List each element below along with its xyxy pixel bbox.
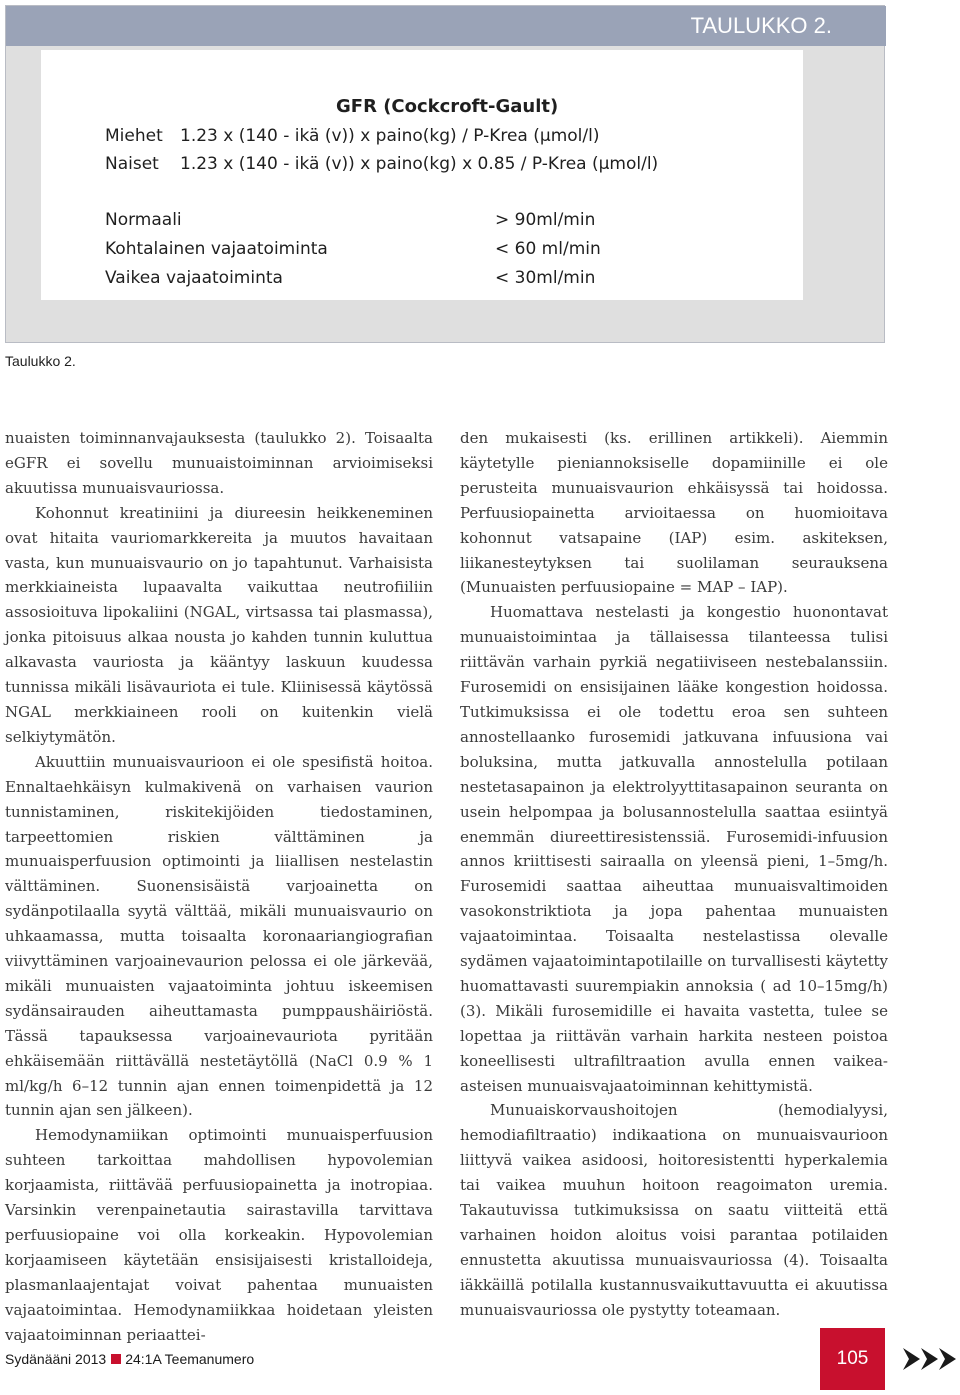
- gfr-table: [5, 5, 885, 343]
- square-bullet-icon: [111, 1354, 121, 1364]
- paragraph: Munuaiskorvaushoitojen (hemodialyysi, hemodiafiltraatio) indikaationa on munuaisvaurioon liittyvä vaikea asidoosi, hoitoresistentti hyperkalemia tai vaikea muuhun hoitoon reagoimaton uremia. Takautuvissa tutkimuksissa on saatu viitteitä että varhainen hoidon aloitus voisi parantaa potilaiden ennustetta akuutissa munuaisvauriossa (4). Toisaalta iäkkäillä potilalla kustannusvaikuttavuutta ei akuutissa munuaisvauriossa ole pystytty toteamaan.: [460, 1101, 888, 1319]
- paragraph: Huomattava nestelasti ja kongestio huonontavat munuaistoimintaa ja tällaisessa tilanteessa tulisi riittävän varhain pyrkiä negatiiviseen nestebalanssiin. Furosemidi on ensisijainen lääke kongestion hoidossa. Tutkimuksissa ei ole todettu eroa sen suhteen annostellaanko furosemidi jatkuvana infuusiona vai boluksina, mutta jatkuvalla annostelulla potilaan nestetasapainon ja elektrolyyttitasapainon seuranta on usein helpompaa ja bolusannostelulla saattaa esiintyä enemmän diureettiresistenssiä. Furosemidi-infuusion annos kriittisesti sairaalla on yleensä pieni, 1–5mg/h. Furosemidi saattaa aiheuttaa munuaisvaltimoiden vasokonstriktiota ja jopa pahentaa munuaisten vajaatoimintaa. Toisaalta nestelastissa olevalle sydämen vajaatoimintapotilaille on turvallisesti käytetty huomattavasti suurempiakin annoksia ( ad 10–15mg/h) (3). Mikäli furosemidille ei havaita vastetta, tulee se lopettaa ja riittävän varhain harkita nesteen poistoa koneellisesti ultrafiltraation avulla ennen vaikea-asteisen munuaisvajaatoiminnan kehittymistä.: [460, 603, 888, 1095]
- classification-label: Normaali: [105, 210, 182, 230]
- publication-name: Sydänääni 2013: [5, 1351, 107, 1367]
- formula-row-women: [105, 154, 658, 174]
- table-content-panel: [41, 50, 803, 300]
- formula-row-men: [105, 126, 599, 146]
- left-column: [5, 426, 433, 1348]
- classification-label: Vaikea vajaatoiminta: [105, 268, 283, 288]
- paragraph: Akuuttiin munuaisvaurioon ei ole spesifistä hoitoa. Ennaltaehkäisyn kulmakivenä on varhaisen vaurion tunnistaminen, riskitekijöiden tiedostaminen, tarpeettomien riskien välttäminen ja munuaisperfuusion optimointi ja liiallisen nestelastin välttäminen. Suonensisäistä varjoainetta on sydänpotilaalla syytä välttää, mikäli munuaisvaurio on uhkaamassa, mutta toisaalta koronaariangiografian viivyttäminen varjoainevaurion pelossa ei ole järkevää, mikäli munuaisten vajaatoiminta johtuu iskeemisen sydänsairauden aiheuttamasta pumppaushäiriöstä. Tässä tapauksessa varjoainevauriota pyritään ehkäisemään riittävällä nestetäytöllä (NaCl 0.9 % 1 ml/kg/h 6–12 tunnin ajan ennen toimenpidettä ja 12 tunnin ajan sen jälkeen).: [5, 752, 433, 1120]
- formula-text: 1.23 x (140 - ikä (v)) x paino(kg) / P-Krea (µmol/l): [180, 126, 600, 146]
- table-caption: Taulukko 2.: [5, 353, 76, 369]
- footer: [5, 1351, 254, 1367]
- right-column: [460, 426, 888, 1323]
- issue-name: 24:1A Teemanumero: [125, 1351, 255, 1367]
- page-number: 105: [820, 1328, 885, 1390]
- classification-value: < 60 ml/min: [495, 239, 601, 259]
- formula-label: Miehet: [105, 126, 163, 146]
- double-chevron-right-icon[interactable]: [903, 1348, 957, 1370]
- formula-text: 1.23 x (140 - ikä (v)) x paino(kg) x 0.85 / P-Krea (µmol/l): [180, 154, 659, 174]
- classification-label: Kohtalainen vajaatoiminta: [105, 239, 328, 259]
- table-header: TAULUKKO 2.: [6, 6, 886, 46]
- paragraph: Hemodynamiikan optimointi munuaisperfuusion suhteen tarkoittaa mahdollisen hypovolemian korjaamista, riittävää perfuusiopainetta ja inotropiaa. Varsinkin verenpainetautia sairastavilla tarvittava perfuusiopaine voi olla korkeakin. Hypovolemian korjaamiseen käytetään ensisijaisesti kristalloideja, plasmanlaajentajat voivat pahentaa munuaisten vajaatoimintaa. Hemodynamiikkaa hoidetaan yleisten vajaatoiminnan periaattei-: [5, 1126, 433, 1344]
- classification-value: > 90ml/min: [495, 210, 596, 230]
- paragraph: Kohonnut kreatiniini ja diureesin heikkeneminen ovat hitaita vauriomarkkereita ja muutos havaitaan vasta, kun munuaisvaurio on jo tapahtunut. Varhaisista merkkiaineista lupaavalta vaikuttaa neutrofiiliin assosioituva lipokaliini (NGAL, virtsassa tai plasmassa), jonka pitoisuus alkaa nousta jo kahden tunnin kuluttua alkavasta vauriosta ja kääntyy laskuun kuudessa tunnissa mikäli lisävauriota ei tule. Kliinisessä käytössä NGAL merkkiaineen rooli on kuitenkin vielä selkiytymätön.: [5, 503, 433, 746]
- formula-label: Naiset: [105, 154, 159, 174]
- paragraph: nuaisten toiminnanvajauksesta (taulukko 2). Toisaalta eGFR ei sovellu munuaistoiminnan arvioimiseksi akuutissa munuaisvauriossa.: [5, 429, 433, 497]
- paragraph: den mukaisesti (ks. erillinen artikkeli). Aiemmin käytetylle pieniannoksiselle dopamiinille ei ole perusteita munuaisvaurion ehkäisyssä tai hoidossa. Perfuusiopainetta arvioitaessa on huomioitava kohonnut vatsapaine (IAP) esim. askiteksen, liikanesteytyksen tai suolilaman seurauksena (Munuaisten perfuusiopaine = MAP – IAP).: [460, 429, 888, 597]
- classification-value: < 30ml/min: [495, 268, 596, 288]
- formula-title: GFR (Cockcroft-Gault): [336, 96, 559, 117]
